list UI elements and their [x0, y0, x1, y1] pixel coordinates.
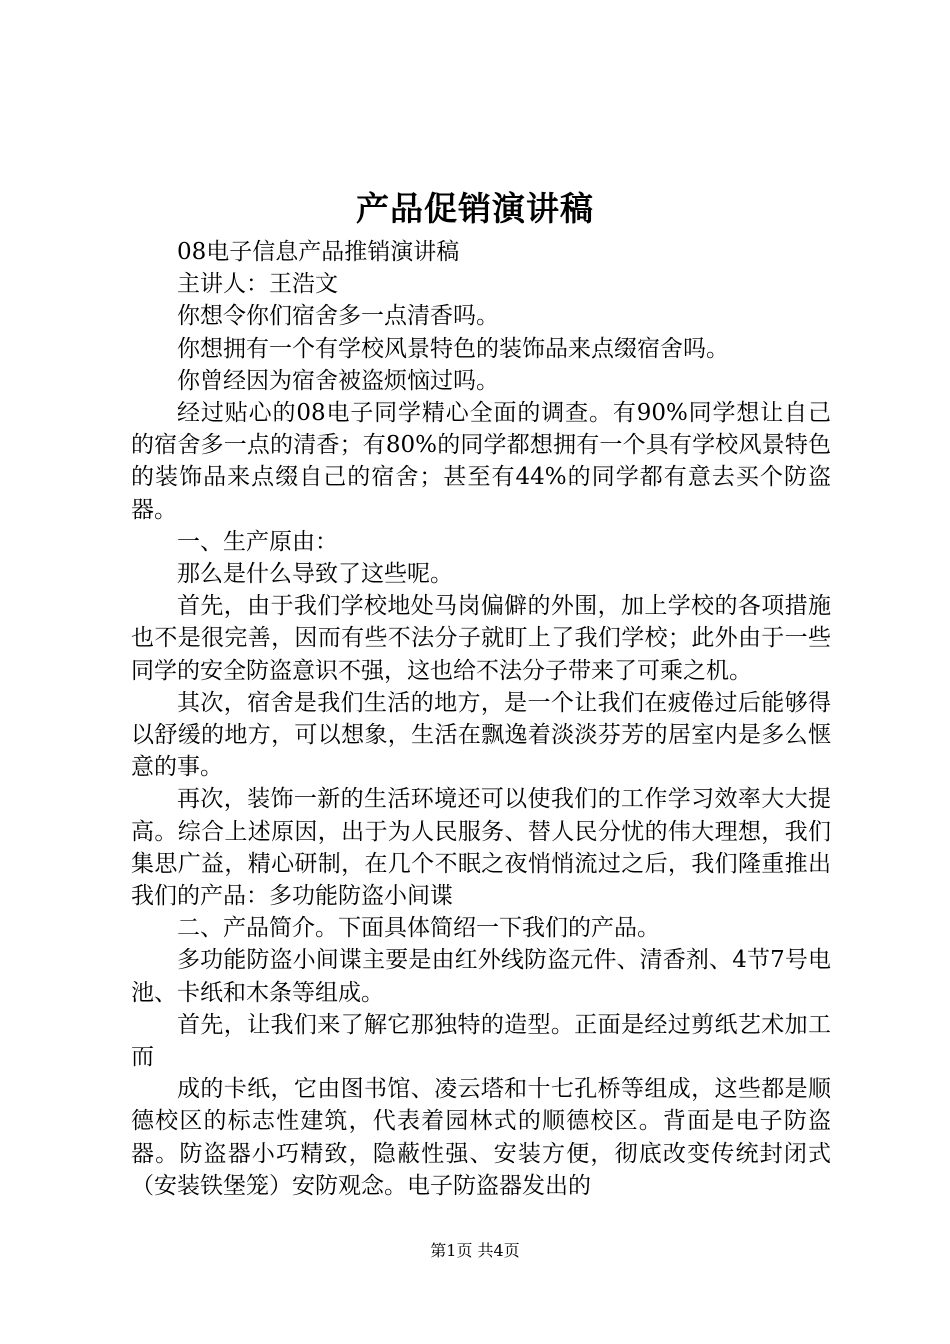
paragraph: 首先，由于我们学校地处马岗偏僻的外围，加上学校的各项措施也不是很完善，因而有些不法分子就盯上了我们学校；此外由于一些同学的安全防盗意识不强，这也给不法分子带来了可乘之机。 — [131, 593, 831, 684]
paragraph: 首先，让我们来了解它那独特的造型。正面是经过剪纸艺术加工而 — [131, 1011, 831, 1071]
paragraph: 经过贴心的08电子同学精心全面的调查。有90%同学想让自己的宿舍多一点的清香；有80%的同学都想拥有一个具有学校风景特色的装饰品来点缀自己的宿舍；甚至有44%的同学都有意去买个防盗器。 — [131, 400, 831, 523]
document-body — [131, 236, 831, 1202]
paragraph: 你想令你们宿舍多一点清香吗。 — [177, 303, 499, 330]
paragraph: 那么是什么导致了这些呢。 — [177, 561, 453, 588]
page-footer: 第1页 共4页 — [430, 1241, 520, 1260]
paragraph: 再次，装饰一新的生活环境还可以使我们的工作学习效率大大提高。综合上述原因，出于为人民服务、替人民分忧的伟大理想，我们集思广益，精心研制，在几个不眠之夜悄悄流过之后，我们隆重推出我们的产品：多功能防盗小间谍 — [131, 786, 831, 910]
paragraph: 成的卡纸，它由图书馆、凌云塔和十七孔桥等组成，这些都是顺德校区的标志性建筑，代表着园林式的顺德校区。背面是电子防盗器。防盗器小巧精致，隐蔽性强、安装方便，彻底改变传统封闭式（安装铁堡笼）安防观念。电子防盗器发出的 — [131, 1076, 831, 1199]
paragraph: 一、生产原由： — [177, 528, 338, 555]
paragraph: 你想拥有一个有学校风景特色的装饰品来点缀宿舍吗。 — [177, 335, 729, 362]
paragraph: 你曾经因为宿舍被盗烦恼过吗。 — [177, 367, 499, 394]
paragraph: 多功能防盗小间谍主要是由红外线防盗元件、清香剂、4节7号电池、卡纸和木条等组成。 — [131, 947, 831, 1006]
paragraph: 主讲人：王浩文 — [177, 271, 338, 298]
paragraph: 08电子信息产品推销演讲稿 — [177, 239, 460, 265]
document-title: 产品促销演讲稿 — [356, 189, 594, 228]
paragraph: 二、产品简介。下面具体简绍一下我们的产品。 — [177, 915, 660, 942]
paragraph: 其次，宿舍是我们生活的地方，是一个让我们在疲倦过后能够得以舒缓的地方，可以想象，生活在飘逸着淡淡芬芳的居室内是多么惬意的事。 — [131, 689, 831, 781]
